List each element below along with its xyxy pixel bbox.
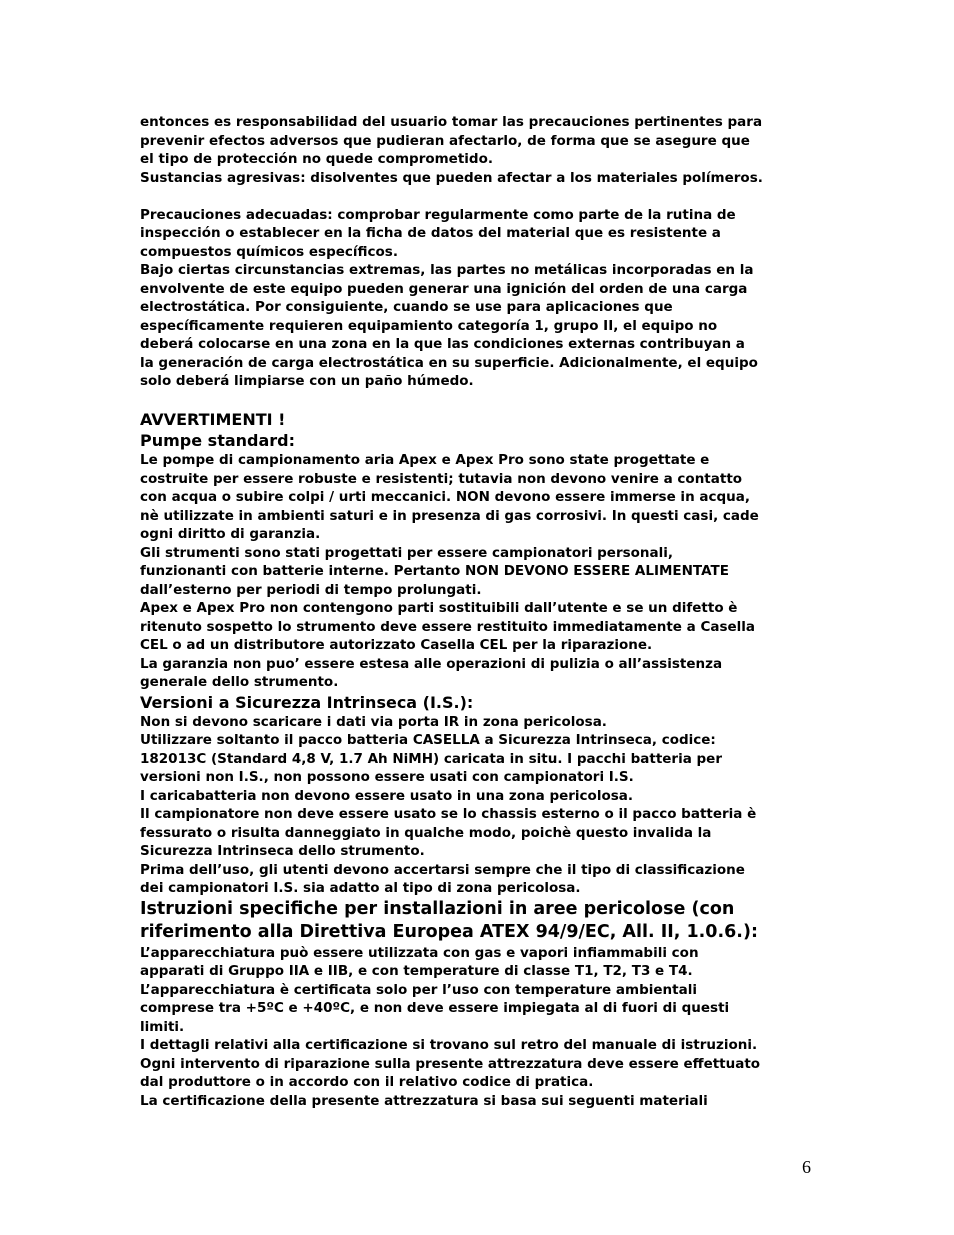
section-heading-standard-pumps: Pumpe standard: bbox=[140, 431, 296, 450]
section-standard-pumps bbox=[140, 451, 820, 692]
text-line: dal produttore o in accordo con il relativo codice di pratica. bbox=[140, 1074, 594, 1090]
document-body bbox=[140, 113, 820, 1110]
text-line: Prima dell’uso, gli utenti devono accertarsi sempre che il tipo di classificazione bbox=[140, 861, 745, 878]
text-line: Gli strumenti sono stati progettati per essere campionatori personali, bbox=[140, 544, 674, 561]
text-line: inspección o establecer en la ficha de datos del material que es resistente a bbox=[140, 225, 721, 241]
paragraph-spacer bbox=[140, 391, 820, 410]
text-line: prevenir efectos adversos que pudieran afectarlo, de forma que se asegure que bbox=[140, 132, 750, 149]
text-line: fessurato o risulta danneggiato in qualche modo, poichè questo invalida la bbox=[140, 824, 712, 841]
text-line: Le pompe di campionamento aria Apex e Apex Pro sono state progettate e bbox=[140, 452, 710, 468]
text-line: electrostática. Por consiguiente, cuando se use para aplicaciones que bbox=[140, 299, 673, 315]
text-line: apparati di Gruppo IIA e IIB, e con temperature di classe T1, T2, T3 e T4. bbox=[140, 963, 693, 979]
text-line: La certificazione della presente attrezzatura si basa sui seguenti materiali bbox=[140, 1092, 708, 1109]
text-line: 182013C (Standard 4,8 V, 1.7 Ah NiMH) caricata in situ. I pacchi batteria per bbox=[140, 750, 722, 767]
text-line: Precauciones adecuadas: comprobar regularmente como parte de la rutina de bbox=[140, 206, 736, 223]
text-line: entonces es responsabilidad del usuario tomar las precauciones pertinentes para bbox=[140, 114, 763, 130]
text-line: I dettagli relativi alla certificazione si trovano sul retro del manuale di istruzioni. bbox=[140, 1037, 758, 1053]
text-line: la generación de carga electrostática en su superficie. Adicionalmente, el equipo bbox=[140, 354, 758, 371]
section-intrinsic-safety bbox=[140, 713, 820, 898]
text-line: solo deberá limpiarse con un paño húmedo. bbox=[140, 373, 474, 389]
text-line: envolvente de este equipo pueden generar una ignición del orden de una carga bbox=[140, 280, 748, 297]
text-line: ritenuto sospetto lo strumento deve essere restituito immediatamente a Casella bbox=[140, 618, 756, 635]
page-number: 6 bbox=[802, 1157, 811, 1177]
text-line: Ogni intervento di riparazione sulla presente attrezzatura deve essere effettuato bbox=[140, 1055, 761, 1072]
text-line: Utilizzare soltanto il pacco batteria CASELLA a Sicurezza Intrinseca, codice: bbox=[140, 732, 716, 748]
paragraph-spanish-precautions bbox=[140, 113, 820, 187]
text-line: Apex e Apex Pro non contengono parti sostituibili dall’utente e se un difetto è bbox=[140, 600, 738, 616]
text-line: compuestos químicos específicos. bbox=[140, 243, 398, 260]
text-line: Il campionatore non deve essere usato se lo chassis esterno o il pacco batteria è bbox=[140, 806, 757, 822]
section-hazardous-areas bbox=[140, 944, 820, 1111]
section-heading-intrinsic-safety: Versioni a Sicurezza Intrinseca (I.S.): bbox=[140, 692, 474, 712]
text-line: L’apparecchiatura è certificata solo per l’uso con temperature ambientali bbox=[140, 981, 697, 998]
paragraph-spacer bbox=[140, 187, 820, 206]
text-line: costruite per essere robuste e resistenti; tutavia non devono venire a contatto bbox=[140, 470, 743, 487]
text-line: con acqua o subire colpi / urti meccanici. NON devono essere immerse in acqua, bbox=[140, 489, 750, 505]
text-line: específicamente requieren equipamiento categoría 1, grupo II, el equipo no bbox=[140, 317, 718, 334]
text-line: el tipo de protección no quede comprometido. bbox=[140, 151, 493, 167]
text-line: La garanzia non puo’ essere estesa alle operazioni di pulizia o all’assistenza bbox=[140, 655, 723, 672]
text-line: dall’esterno per periodi di tempo prolungati. bbox=[140, 581, 482, 598]
text-line: dei campionatori I.S. sia adatto al tipo di zona pericolosa. bbox=[140, 880, 581, 896]
text-line: versioni non I.S., non possono essere usati con campionatori I.S. bbox=[140, 769, 634, 785]
text-line: generale dello strumento. bbox=[140, 674, 339, 690]
section-heading-hazardous-areas: Istruzioni specifiche per installazioni in aree pericolose (con bbox=[140, 898, 735, 919]
text-line: comprese tra +5ºC e +40ºC, e non deve essere impiegata al di fuori di questi bbox=[140, 1000, 730, 1016]
text-line: CEL o ad un distributore autorizzato Casella CEL per la riparazione. bbox=[140, 637, 653, 653]
text-line: limiti. bbox=[140, 1018, 185, 1035]
section-heading-hazardous-areas-cont: riferimento alla Direttiva Europea ATEX 94/9/EC, All. II, 1.0.6.): bbox=[140, 921, 758, 942]
warning-title: AVVERTIMENTI ! bbox=[140, 410, 286, 429]
text-line: I caricabatteria non devono essere usato in una zona pericolosa. bbox=[140, 787, 634, 804]
text-line: funzionanti con batterie interne. Pertanto NON DEVONO ESSERE ALIMENTATE bbox=[140, 563, 729, 579]
text-line: Sicurezza Intrinseca dello strumento. bbox=[140, 843, 425, 859]
text-line: Bajo ciertas circunstancias extremas, las partes no metálicas incorporadas en la bbox=[140, 262, 754, 278]
text-line: nè utilizzate in ambienti saturi e in presenza di gas corrosivi. In questi casi, cade bbox=[140, 507, 759, 524]
text-line: ogni diritto di garanzia. bbox=[140, 526, 321, 542]
text-line: deberá colocarse en una zona en la que las condiciones externas contribuyan a bbox=[140, 336, 745, 352]
paragraph-spanish-measures bbox=[140, 206, 820, 391]
text-line: Non si devono scaricare i dati via porta IR in zona pericolosa. bbox=[140, 713, 607, 730]
text-line: L’apparecchiatura può essere utilizzata con gas e vapori infiammabili con bbox=[140, 944, 699, 961]
text-line: Sustancias agresivas: disolventes que pueden afectar a los materiales polímeros. bbox=[140, 169, 763, 186]
